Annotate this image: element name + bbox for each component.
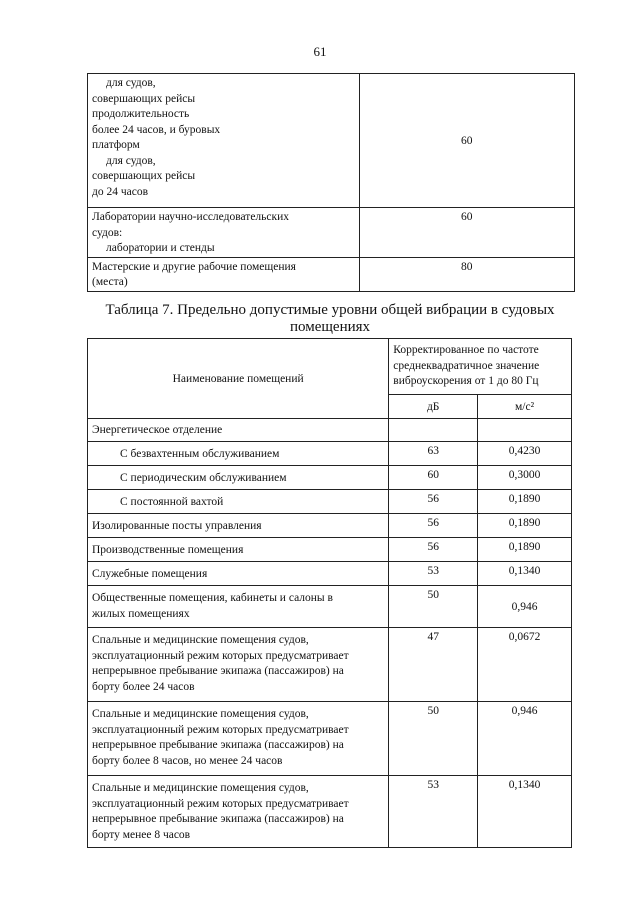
db-cell: 56: [389, 538, 478, 562]
table-row: [88, 257, 575, 291]
table-row: [88, 514, 572, 538]
room-name-cell: С безвахтенным обслуживанием: [88, 442, 389, 466]
ms2-cell: 0,1340: [478, 562, 572, 586]
header-name-cell: Наименование помещений: [88, 339, 389, 419]
db-cell: 56: [389, 514, 478, 538]
ms2-cell: 0,4230: [478, 442, 572, 466]
table-row: [88, 74, 575, 208]
table-row: [88, 466, 572, 490]
table-row: [88, 208, 575, 258]
ms2-cell: 0,946: [478, 702, 572, 776]
unit-db-cell: дБ: [389, 395, 478, 419]
page-number: 61: [313, 44, 327, 59]
room-name-cell: Служебные помещения: [88, 562, 389, 586]
unit-ms2-cell: м/с²: [478, 395, 572, 419]
ms2-cell: 0,1890: [478, 514, 572, 538]
vibration-table: [87, 338, 572, 848]
room-name-cell: Спальные и медицинские помещения судов, эксплуатационный режим которых предусматривает непрерывное пребывание экипажа (пассажиров) на борту более 8 часов, но менее 24 часов: [88, 702, 389, 776]
section-row: [88, 419, 572, 442]
table-row: [88, 490, 572, 514]
header-row: [88, 339, 572, 395]
db-cell: 53: [389, 776, 478, 848]
room-name-cell: Спальные и медицинские помещения судов, эксплуатационный режим которых предусматривает непрерывное пребывание экипажа (пассажиров) на борту менее 8 часов: [88, 776, 389, 848]
continuation-table: [87, 73, 575, 292]
db-cell: 47: [389, 628, 478, 702]
db-cell: 50: [389, 702, 478, 776]
table-row: [88, 702, 572, 776]
value-cell: 60: [359, 208, 574, 258]
table-row: [88, 442, 572, 466]
room-name-cell: С постоянной вахтой: [88, 490, 389, 514]
table-caption: Таблица 7. Предельно допустимые уровни общей вибрации в судовых помещениях: [105, 302, 555, 335]
db-cell: 60: [389, 466, 478, 490]
section-cell: Энергетическое отделение: [88, 419, 389, 442]
value-cell: 80: [359, 257, 574, 291]
ms2-cell: 0,1890: [478, 490, 572, 514]
room-name-cell: Спальные и медицинские помещения судов, эксплуатационный режим которых предусматривает непрерывное пребывание экипажа (пассажиров) на борту более 24 часов: [88, 628, 389, 702]
db-cell: 63: [389, 442, 478, 466]
room-name-cell: Лаборатории научно-исследовательских судов: лаборатории и стенды: [88, 208, 360, 258]
ms2-cell: 0,1340: [478, 776, 572, 848]
room-name-cell: С периодическим обслуживанием: [88, 466, 389, 490]
ms2-cell: 0,946: [478, 586, 572, 628]
room-name-cell: Производственные помещения: [88, 538, 389, 562]
value-cell: 60: [359, 74, 574, 208]
ms2-cell: 0,0672: [478, 628, 572, 702]
room-name-cell: Мастерские и другие рабочие помещения (места): [88, 257, 360, 291]
ms2-cell: 0,3000: [478, 466, 572, 490]
table-row: [88, 628, 572, 702]
table-row: [88, 586, 572, 628]
table-row: [88, 562, 572, 586]
header-corrected-cell: Корректированное по частоте среднеквадратичное значение виброускорения от 1 до 80 Гц: [389, 339, 572, 395]
table-row: [88, 776, 572, 848]
table-row: [88, 538, 572, 562]
room-name-cell: Общественные помещения, кабинеты и салоны в жилых помещениях: [88, 586, 389, 628]
db-cell: 53: [389, 562, 478, 586]
ms2-cell: 0,1890: [478, 538, 572, 562]
room-name-cell: Изолированные посты управления: [88, 514, 389, 538]
room-name-cell: для судов, совершающих рейсы продолжительность более 24 часов, и буровых платформ для судов, совершающих рейсы до 24 часов: [88, 74, 360, 208]
db-cell: 56: [389, 490, 478, 514]
db-cell: 50: [389, 586, 478, 628]
